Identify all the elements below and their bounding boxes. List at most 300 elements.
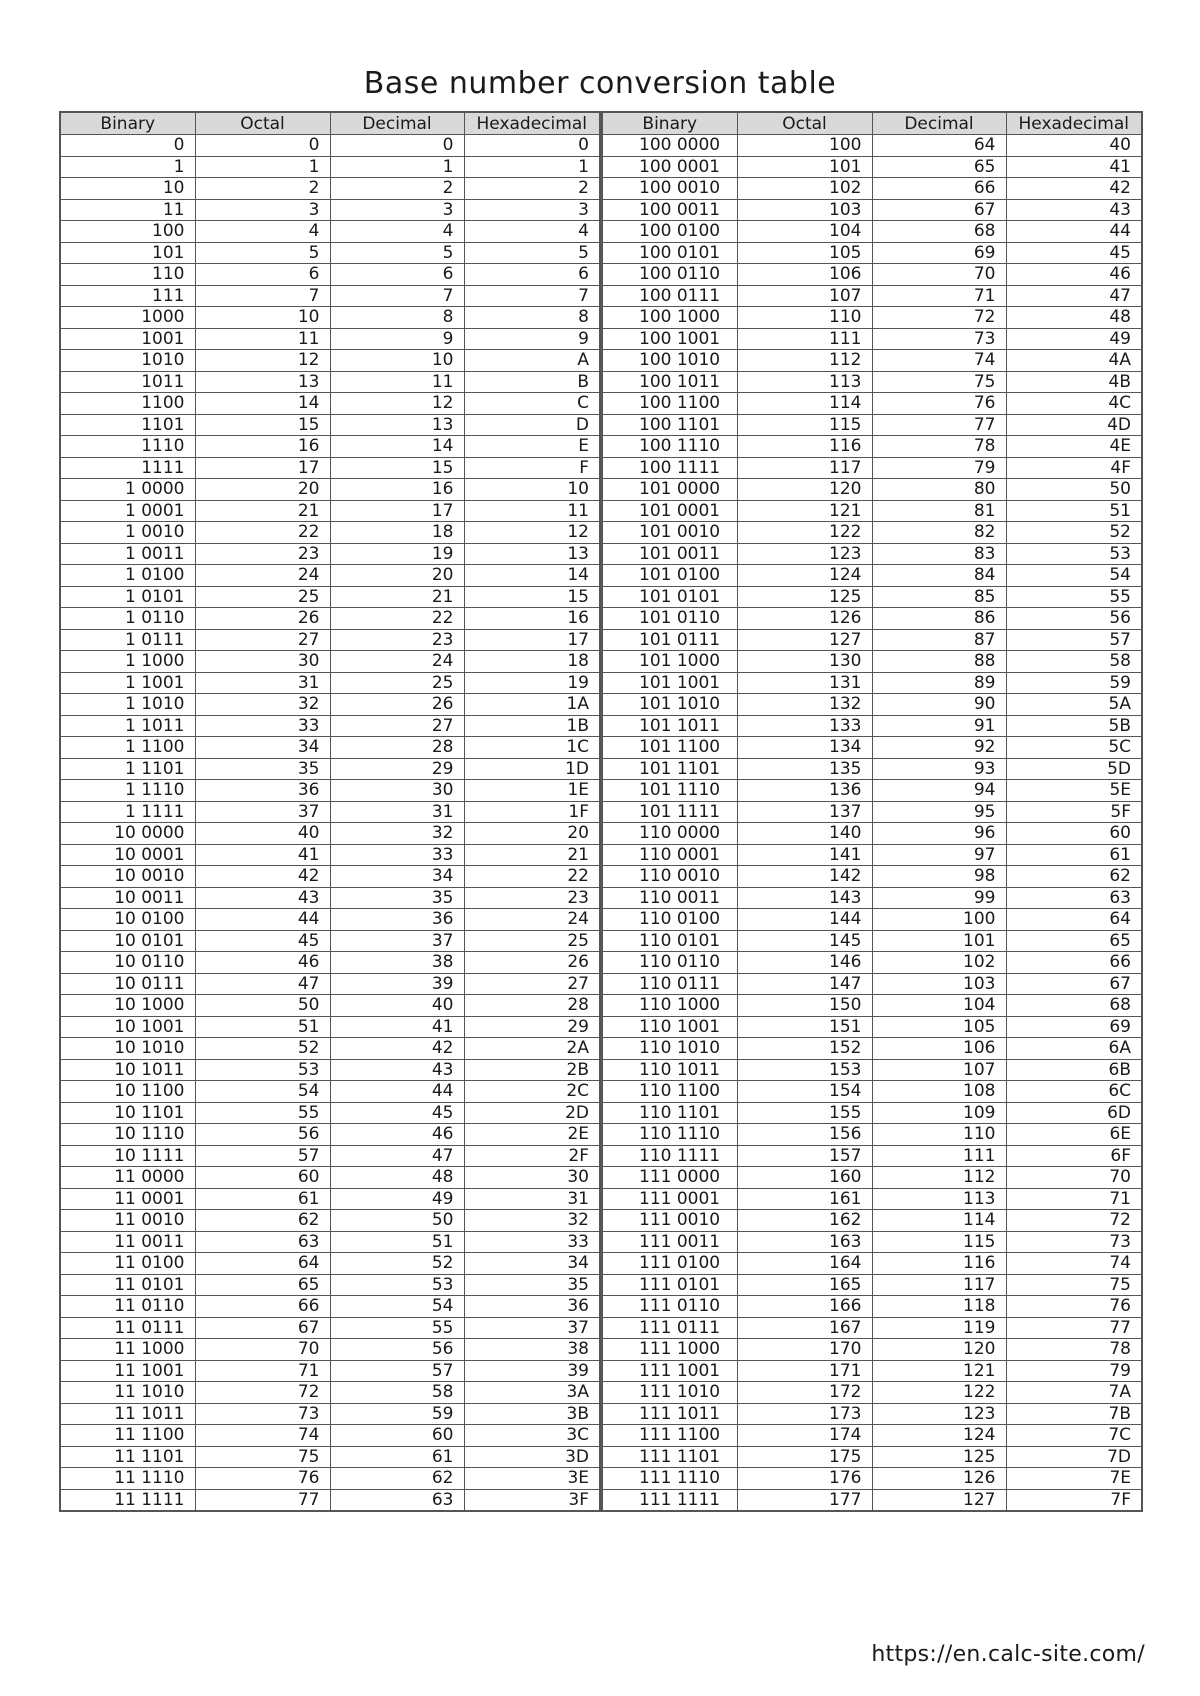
table-row: [60, 1210, 600, 1232]
hexadecimal-cell: 78: [1006, 1339, 1142, 1361]
binary-cell: 111: [60, 285, 195, 307]
decimal-cell: 109: [872, 1102, 1006, 1124]
table-row: [60, 866, 600, 888]
table-row: [60, 1468, 600, 1490]
octal-cell: 33: [195, 715, 330, 737]
hexadecimal-cell: 16: [464, 608, 600, 630]
octal-cell: 76: [195, 1468, 330, 1490]
binary-cell: 11 1011: [60, 1403, 195, 1425]
hexadecimal-cell: 20: [464, 823, 600, 845]
hexadecimal-cell: 11: [464, 500, 600, 522]
octal-cell: 63: [195, 1231, 330, 1253]
hexadecimal-cell: 3: [464, 199, 600, 221]
decimal-cell: 114: [872, 1210, 1006, 1232]
hexadecimal-cell: 44: [1006, 221, 1142, 243]
octal-cell: 30: [195, 651, 330, 673]
octal-cell: 132: [737, 694, 872, 716]
binary-cell: 110 0001: [602, 844, 737, 866]
table-row: [602, 780, 1142, 802]
octal-cell: 21: [195, 500, 330, 522]
octal-cell: 107: [737, 285, 872, 307]
decimal-cell: 102: [872, 952, 1006, 974]
decimal-cell: 71: [872, 285, 1006, 307]
decimal-cell: 98: [872, 866, 1006, 888]
binary-cell: 10: [60, 178, 195, 200]
decimal-cell: 82: [872, 522, 1006, 544]
hexadecimal-cell: 64: [1006, 909, 1142, 931]
table-row: [602, 930, 1142, 952]
hexadecimal-cell: 40: [1006, 135, 1142, 157]
table-row: [602, 1016, 1142, 1038]
octal-cell: 123: [737, 543, 872, 565]
octal-cell: 165: [737, 1274, 872, 1296]
decimal-cell: 95: [872, 801, 1006, 823]
hexadecimal-cell: 3B: [464, 1403, 600, 1425]
octal-cell: 31: [195, 672, 330, 694]
binary-cell: 110 1100: [602, 1081, 737, 1103]
decimal-cell: 61: [330, 1446, 464, 1468]
binary-cell: 1 0001: [60, 500, 195, 522]
binary-cell: 100 1101: [602, 414, 737, 436]
table-row: [602, 156, 1142, 178]
decimal-cell: 9: [330, 328, 464, 350]
hexadecimal-cell: 9: [464, 328, 600, 350]
binary-cell: 11 1000: [60, 1339, 195, 1361]
binary-cell: 100 1100: [602, 393, 737, 415]
table-row: [602, 414, 1142, 436]
table-row: [602, 1188, 1142, 1210]
header-decimal: Decimal: [872, 112, 1006, 135]
decimal-cell: 62: [330, 1468, 464, 1490]
table-row: [60, 801, 600, 823]
decimal-cell: 25: [330, 672, 464, 694]
table-row: [60, 844, 600, 866]
table-row: [602, 1081, 1142, 1103]
table-row: [602, 1059, 1142, 1081]
octal-cell: 22: [195, 522, 330, 544]
hexadecimal-cell: 21: [464, 844, 600, 866]
decimal-cell: 88: [872, 651, 1006, 673]
decimal-cell: 29: [330, 758, 464, 780]
table-row: [60, 586, 600, 608]
hexadecimal-cell: 2D: [464, 1102, 600, 1124]
decimal-cell: 81: [872, 500, 1006, 522]
header-octal: Octal: [737, 112, 872, 135]
hexadecimal-cell: 58: [1006, 651, 1142, 673]
decimal-cell: 120: [872, 1339, 1006, 1361]
octal-cell: 167: [737, 1317, 872, 1339]
binary-cell: 101 0000: [602, 479, 737, 501]
binary-cell: 10 0101: [60, 930, 195, 952]
hexadecimal-cell: 42: [1006, 178, 1142, 200]
octal-cell: 102: [737, 178, 872, 200]
decimal-cell: 70: [872, 264, 1006, 286]
table-row: [60, 758, 600, 780]
hexadecimal-cell: 56: [1006, 608, 1142, 630]
decimal-cell: 121: [872, 1360, 1006, 1382]
decimal-cell: 28: [330, 737, 464, 759]
table-row: [60, 823, 600, 845]
octal-cell: 101: [737, 156, 872, 178]
binary-cell: 111 0000: [602, 1167, 737, 1189]
header-decimal: Decimal: [330, 112, 464, 135]
octal-cell: 2: [195, 178, 330, 200]
hexadecimal-cell: 22: [464, 866, 600, 888]
table-row: [602, 543, 1142, 565]
decimal-cell: 55: [330, 1317, 464, 1339]
table-row: [60, 1274, 600, 1296]
octal-cell: 25: [195, 586, 330, 608]
table-row: [60, 543, 600, 565]
binary-cell: 111 0110: [602, 1296, 737, 1318]
hexadecimal-cell: 39: [464, 1360, 600, 1382]
table-row: [602, 586, 1142, 608]
binary-cell: 1 0110: [60, 608, 195, 630]
octal-cell: 150: [737, 995, 872, 1017]
hexadecimal-cell: 1D: [464, 758, 600, 780]
binary-cell: 1 0111: [60, 629, 195, 651]
decimal-cell: 110: [872, 1124, 1006, 1146]
hexadecimal-cell: 25: [464, 930, 600, 952]
table-row: [602, 199, 1142, 221]
octal-cell: 13: [195, 371, 330, 393]
decimal-cell: 57: [330, 1360, 464, 1382]
octal-cell: 37: [195, 801, 330, 823]
decimal-cell: 115: [872, 1231, 1006, 1253]
octal-cell: 177: [737, 1489, 872, 1511]
hexadecimal-cell: 55: [1006, 586, 1142, 608]
table-row: [602, 801, 1142, 823]
hexadecimal-cell: 6F: [1006, 1145, 1142, 1167]
decimal-cell: 103: [872, 973, 1006, 995]
table-row: [602, 1231, 1142, 1253]
octal-cell: 155: [737, 1102, 872, 1124]
table-row: [602, 973, 1142, 995]
binary-cell: 10 0111: [60, 973, 195, 995]
binary-cell: 111 1001: [602, 1360, 737, 1382]
octal-cell: 42: [195, 866, 330, 888]
octal-cell: 74: [195, 1425, 330, 1447]
decimal-cell: 79: [872, 457, 1006, 479]
table-row: [602, 1210, 1142, 1232]
table-row: [602, 1360, 1142, 1382]
binary-cell: 101 1111: [602, 801, 737, 823]
hexadecimal-cell: 2: [464, 178, 600, 200]
table-row: [602, 629, 1142, 651]
binary-cell: 111 0010: [602, 1210, 737, 1232]
table-row: [60, 995, 600, 1017]
decimal-cell: 39: [330, 973, 464, 995]
table-row: [60, 694, 600, 716]
table-row: [60, 887, 600, 909]
table-row: [602, 135, 1142, 157]
octal-cell: 14: [195, 393, 330, 415]
octal-cell: 103: [737, 199, 872, 221]
table-row: [602, 1382, 1142, 1404]
octal-cell: 164: [737, 1253, 872, 1275]
decimal-cell: 111: [872, 1145, 1006, 1167]
binary-cell: 100 0111: [602, 285, 737, 307]
binary-cell: 1 0000: [60, 479, 195, 501]
hexadecimal-cell: C: [464, 393, 600, 415]
table-row: [602, 844, 1142, 866]
binary-cell: 10 0000: [60, 823, 195, 845]
octal-cell: 57: [195, 1145, 330, 1167]
decimal-cell: 26: [330, 694, 464, 716]
binary-cell: 10 0110: [60, 952, 195, 974]
decimal-cell: 53: [330, 1274, 464, 1296]
hexadecimal-cell: 10: [464, 479, 600, 501]
binary-cell: 11: [60, 199, 195, 221]
octal-cell: 116: [737, 436, 872, 458]
binary-cell: 1 1101: [60, 758, 195, 780]
decimal-cell: 86: [872, 608, 1006, 630]
hexadecimal-cell: A: [464, 350, 600, 372]
decimal-cell: 104: [872, 995, 1006, 1017]
table-row: [60, 414, 600, 436]
binary-cell: 110 1110: [602, 1124, 737, 1146]
octal-cell: 121: [737, 500, 872, 522]
table-row: [60, 909, 600, 931]
table-row: [60, 1081, 600, 1103]
decimal-cell: 87: [872, 629, 1006, 651]
binary-cell: 100 0000: [602, 135, 737, 157]
header-octal: Octal: [195, 112, 330, 135]
table-row: [602, 242, 1142, 264]
hexadecimal-cell: 1B: [464, 715, 600, 737]
decimal-cell: 78: [872, 436, 1006, 458]
octal-cell: 175: [737, 1446, 872, 1468]
octal-cell: 73: [195, 1403, 330, 1425]
hexadecimal-cell: 8: [464, 307, 600, 329]
binary-cell: 1 1000: [60, 651, 195, 673]
table-row: [602, 715, 1142, 737]
table-row: [60, 178, 600, 200]
decimal-cell: 68: [872, 221, 1006, 243]
binary-cell: 101 0111: [602, 629, 737, 651]
binary-cell: 101 0100: [602, 565, 737, 587]
hexadecimal-cell: 7A: [1006, 1382, 1142, 1404]
table-row: [602, 565, 1142, 587]
hexadecimal-cell: 70: [1006, 1167, 1142, 1189]
table-row: [602, 737, 1142, 759]
decimal-cell: 122: [872, 1382, 1006, 1404]
hexadecimal-cell: 29: [464, 1016, 600, 1038]
table-row: [60, 135, 600, 157]
binary-cell: 110 0110: [602, 952, 737, 974]
octal-cell: 117: [737, 457, 872, 479]
decimal-cell: 4: [330, 221, 464, 243]
binary-cell: 110 1010: [602, 1038, 737, 1060]
octal-cell: 104: [737, 221, 872, 243]
binary-cell: 10 1111: [60, 1145, 195, 1167]
table-row: [60, 651, 600, 673]
decimal-cell: 18: [330, 522, 464, 544]
hexadecimal-cell: 26: [464, 952, 600, 974]
octal-cell: 20: [195, 479, 330, 501]
table-row: [602, 887, 1142, 909]
binary-cell: 1101: [60, 414, 195, 436]
hexadecimal-cell: 28: [464, 995, 600, 1017]
decimal-cell: 31: [330, 801, 464, 823]
decimal-cell: 34: [330, 866, 464, 888]
table-row: [602, 1446, 1142, 1468]
octal-cell: 7: [195, 285, 330, 307]
table-row: [60, 350, 600, 372]
decimal-cell: 85: [872, 586, 1006, 608]
hexadecimal-cell: 27: [464, 973, 600, 995]
decimal-cell: 5: [330, 242, 464, 264]
hexadecimal-cell: 7F: [1006, 1489, 1142, 1511]
decimal-cell: 51: [330, 1231, 464, 1253]
binary-cell: 11 1110: [60, 1468, 195, 1490]
hexadecimal-cell: 1F: [464, 801, 600, 823]
decimal-cell: 20: [330, 565, 464, 587]
binary-cell: 101 1110: [602, 780, 737, 802]
decimal-cell: 75: [872, 371, 1006, 393]
decimal-cell: 37: [330, 930, 464, 952]
table-row: [60, 1124, 600, 1146]
hexadecimal-cell: 4D: [1006, 414, 1142, 436]
table-row: [602, 1468, 1142, 1490]
decimal-cell: 42: [330, 1038, 464, 1060]
hexadecimal-cell: 2A: [464, 1038, 600, 1060]
hexadecimal-cell: 1: [464, 156, 600, 178]
octal-cell: 23: [195, 543, 330, 565]
octal-cell: 55: [195, 1102, 330, 1124]
decimal-cell: 30: [330, 780, 464, 802]
table-row: [602, 285, 1142, 307]
table-row: [602, 1317, 1142, 1339]
binary-cell: 1010: [60, 350, 195, 372]
hexadecimal-cell: 75: [1006, 1274, 1142, 1296]
table-row: [602, 1124, 1142, 1146]
octal-cell: 156: [737, 1124, 872, 1146]
octal-cell: 106: [737, 264, 872, 286]
conversion-tables: [59, 111, 1141, 1630]
binary-cell: 1011: [60, 371, 195, 393]
binary-cell: 101 0001: [602, 500, 737, 522]
table-row: [602, 823, 1142, 845]
decimal-cell: 67: [872, 199, 1006, 221]
hexadecimal-cell: 3E: [464, 1468, 600, 1490]
binary-cell: 111 1100: [602, 1425, 737, 1447]
octal-cell: 45: [195, 930, 330, 952]
binary-cell: 1 1001: [60, 672, 195, 694]
footer-url: https://en.calc-site.com/: [871, 1642, 1145, 1667]
decimal-cell: 80: [872, 479, 1006, 501]
conversion-table-right: [601, 111, 1143, 1512]
hexadecimal-cell: 68: [1006, 995, 1142, 1017]
binary-cell: 111 0001: [602, 1188, 737, 1210]
octal-cell: 115: [737, 414, 872, 436]
binary-cell: 111 1101: [602, 1446, 737, 1468]
hexadecimal-cell: 49: [1006, 328, 1142, 350]
octal-cell: 111: [737, 328, 872, 350]
octal-cell: 70: [195, 1339, 330, 1361]
octal-cell: 152: [737, 1038, 872, 1060]
table-row: [60, 1296, 600, 1318]
decimal-cell: 58: [330, 1382, 464, 1404]
decimal-cell: 106: [872, 1038, 1006, 1060]
table-row: [60, 479, 600, 501]
hexadecimal-cell: 2C: [464, 1081, 600, 1103]
table-row: [602, 1339, 1142, 1361]
binary-cell: 110 0011: [602, 887, 737, 909]
octal-cell: 0: [195, 135, 330, 157]
binary-cell: 111 0100: [602, 1253, 737, 1275]
hexadecimal-cell: 76: [1006, 1296, 1142, 1318]
octal-cell: 171: [737, 1360, 872, 1382]
octal-cell: 1: [195, 156, 330, 178]
decimal-cell: 3: [330, 199, 464, 221]
decimal-cell: 100: [872, 909, 1006, 931]
octal-cell: 56: [195, 1124, 330, 1146]
decimal-cell: 107: [872, 1059, 1006, 1081]
binary-cell: 110 1111: [602, 1145, 737, 1167]
decimal-cell: 12: [330, 393, 464, 415]
octal-cell: 64: [195, 1253, 330, 1275]
octal-cell: 27: [195, 629, 330, 651]
octal-cell: 147: [737, 973, 872, 995]
decimal-cell: 22: [330, 608, 464, 630]
table-row: [602, 1038, 1142, 1060]
hexadecimal-cell: 61: [1006, 844, 1142, 866]
hexadecimal-cell: 60: [1006, 823, 1142, 845]
table-row: [602, 371, 1142, 393]
decimal-cell: 33: [330, 844, 464, 866]
octal-cell: 51: [195, 1016, 330, 1038]
table-row: [602, 995, 1142, 1017]
binary-cell: 1 0100: [60, 565, 195, 587]
decimal-cell: 36: [330, 909, 464, 931]
table-row: [602, 866, 1142, 888]
hexadecimal-cell: 5E: [1006, 780, 1142, 802]
binary-cell: 100 1110: [602, 436, 737, 458]
decimal-cell: 125: [872, 1446, 1006, 1468]
octal-cell: 54: [195, 1081, 330, 1103]
decimal-cell: 123: [872, 1403, 1006, 1425]
decimal-cell: 99: [872, 887, 1006, 909]
binary-cell: 100: [60, 221, 195, 243]
hexadecimal-cell: 48: [1006, 307, 1142, 329]
decimal-cell: 92: [872, 737, 1006, 759]
hexadecimal-cell: 0: [464, 135, 600, 157]
hexadecimal-cell: 66: [1006, 952, 1142, 974]
table-row: [602, 1102, 1142, 1124]
octal-cell: 161: [737, 1188, 872, 1210]
octal-cell: 17: [195, 457, 330, 479]
binary-cell: 111 1011: [602, 1403, 737, 1425]
table-row: [60, 1446, 600, 1468]
binary-cell: 111 1000: [602, 1339, 737, 1361]
octal-cell: 140: [737, 823, 872, 845]
binary-cell: 11 1010: [60, 1382, 195, 1404]
decimal-cell: 13: [330, 414, 464, 436]
octal-cell: 124: [737, 565, 872, 587]
table-row: [602, 672, 1142, 694]
octal-cell: 174: [737, 1425, 872, 1447]
binary-cell: 1111: [60, 457, 195, 479]
binary-cell: 1 0010: [60, 522, 195, 544]
binary-cell: 11 1100: [60, 1425, 195, 1447]
binary-cell: 1000: [60, 307, 195, 329]
table-row: [60, 1339, 600, 1361]
hexadecimal-cell: 57: [1006, 629, 1142, 651]
table-row: [602, 479, 1142, 501]
decimal-cell: 91: [872, 715, 1006, 737]
binary-cell: 100 0110: [602, 264, 737, 286]
